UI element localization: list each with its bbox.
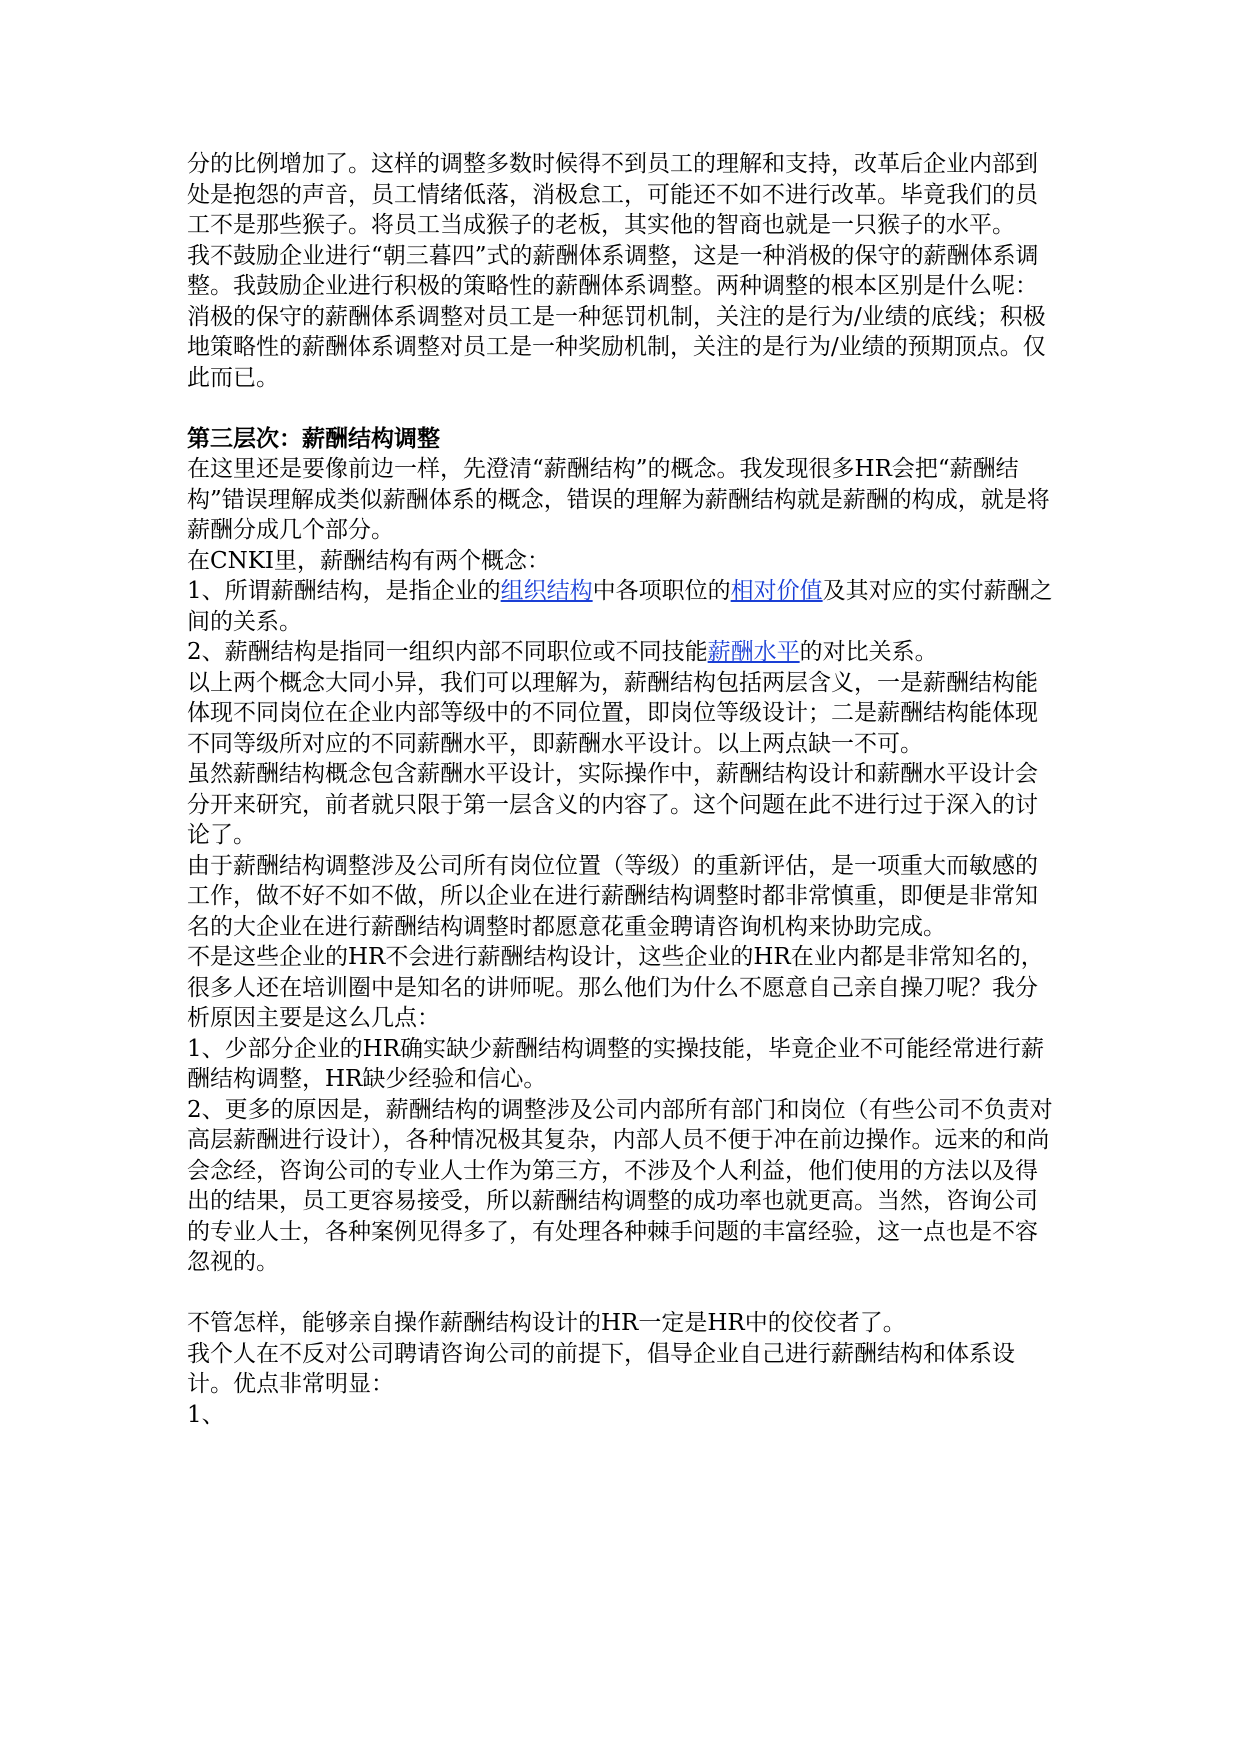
paragraph-9: 由于薪酬结构调整涉及公司所有岗位位置（等级）的重新评估，是一项重大而敏感的工作，做不好不如不做，所以企业在进行薪酬结构调整时都非常慎重，即便是非常知名的大企业在进行薪酬结构调整时都愿意花重金聘请咨询机构来协助完成。	[187, 852, 1038, 940]
paragraph-6-text-b: 的对比关系。	[799, 639, 938, 665]
paragraph-15: 1、	[187, 1401, 225, 1428]
paragraph-5	[187, 576, 1053, 637]
paragraph-13: 不管怎样，能够亲自操作薪酬结构设计的HR一定是HR中的佼佼者了。	[187, 1310, 906, 1336]
paragraph-3: 在这里还是要像前边一样，先澄清“薪酬结构”的概念。我发现很多HR会把“薪酬结构”错误理解成类似薪酬体系的概念，错误的理解为薪酬结构就是薪酬的构成，就是将薪酬分成几个部分。	[187, 456, 1050, 543]
paragraph-10: 不是这些企业的HR不会进行薪酬结构设计，这些企业的HR在业内都是非常知名的，很多人还在培训圈中是知名的讲师呢。那么他们为什么不愿意自己亲自操刀呢？我分析原因主要是这么几点：	[187, 944, 1044, 1031]
paragraph-5-text-c: 及其对应的实付薪酬之间的关系。	[187, 578, 1053, 635]
blank-line	[187, 393, 1053, 424]
paragraph-1: 分的比例增加了。这样的调整多数时候得不到员工的理解和支持，改革后企业内部到处是抱怨的声音，员工情绪低落，消极怠工，可能还不如不进行改革。毕竟我们的员工不是那些猴子。将员工当成猴子的老板，其实他的智商也就是一只猴子的水平。	[187, 151, 1038, 238]
paragraph-12: 2、更多的原因是，薪酬结构的调整涉及公司内部所有部门和岗位（有些公司不负责对高层薪酬进行设计），各种情况极其复杂，内部人员不便于冲在前边操作。远来的和尚会念经，咨询公司的专业人士作为第三方，不涉及个人利益，他们使用的方法以及得出的结果，员工更容易接受，所以薪酬结构调整的成功率也就更高。当然，咨询公司的专业人士，各种案例见得多了，有处理各种棘手问题的丰富经验，这一点也是不容忽视的。	[187, 1096, 1053, 1275]
document-body	[187, 149, 1053, 1430]
paragraph-6-text-a: 2、薪酬结构是指同一组织内部不同职位或不同技能	[187, 639, 708, 665]
section-heading: 第三层次：薪酬结构调整	[187, 425, 440, 452]
link-relative-value[interactable]: 相对价值	[730, 578, 823, 604]
paragraph-8: 虽然薪酬结构概念包含薪酬水平设计，实际操作中，薪酬结构设计和薪酬水平设计会分开来研究，前者就只限于第一层含义的内容了。这个问题在此不进行过于深入的讨论了。	[187, 761, 1038, 848]
paragraph-7: 以上两个概念大同小异，我们可以理解为，薪酬结构包括两层含义，一是薪酬结构能体现不同岗位在企业内部等级中的不同位置，即岗位等级设计；二是薪酬结构能体现不同等级所对应的不同薪酬水平，即薪酬水平设计。以上两点缺一不可。	[187, 669, 1038, 757]
paragraph-11: 1、少部分企业的HR确实缺少薪酬结构调整的实操技能，毕竟企业不可能经常进行薪酬结构调整，HR缺少经验和信心。	[187, 1035, 1045, 1092]
blank-line	[187, 1278, 1053, 1309]
link-organization-structure[interactable]: 组织结构	[500, 578, 593, 604]
paragraph-4: 在CNKI里，薪酬结构有两个概念：	[187, 547, 550, 574]
paragraph-5-text-a: 1、所谓薪酬结构，是指企业的	[187, 578, 501, 604]
paragraph-14: 我个人在不反对公司聘请咨询公司的前提下，倡导企业自己进行薪酬结构和体系设计。优点非常明显：	[187, 1340, 1015, 1397]
link-salary-level[interactable]: 薪酬水平	[707, 639, 800, 665]
paragraph-2: 我不鼓励企业进行“朝三暮四”式的薪酬体系调整，这是一种消极的保守的薪酬体系调整。我鼓励企业进行积极的策略性的薪酬体系调整。两种调整的根本区别是什么呢：消极的保守的薪酬体系调整对员工是一种惩罚机制，关注的是行为/业绩的底线；积极地策略性的薪酬体系调整对员工是一种奖励机制，关注的是行为/业绩的预期顶点。仅此而已。	[187, 242, 1046, 391]
paragraph-5-text-b: 中各项职位的	[592, 578, 731, 604]
paragraph-6	[187, 637, 1053, 668]
